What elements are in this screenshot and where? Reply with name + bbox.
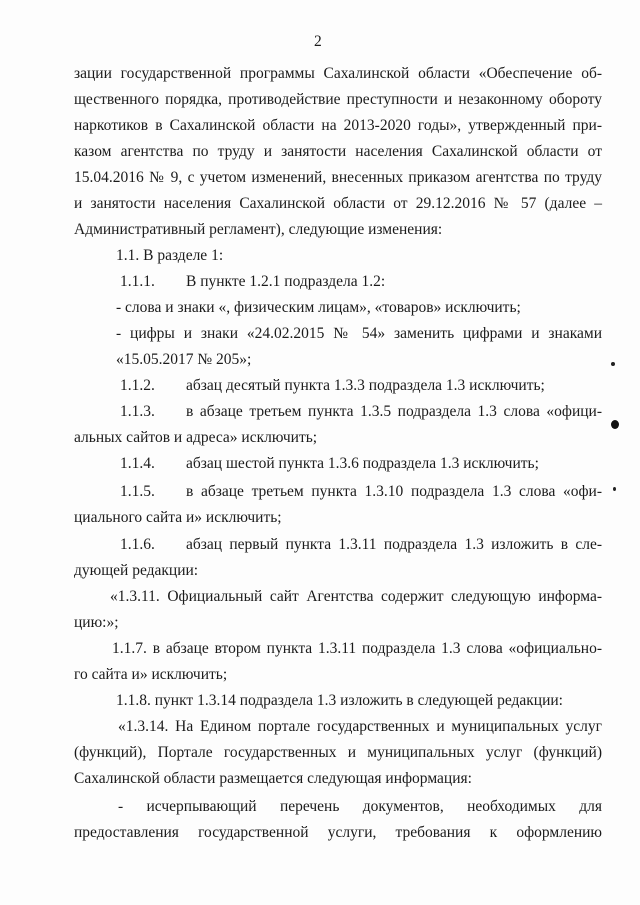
paragraph-line: 15.04.2016 № 9, с учетом изменений, внесенных приказом агентства по труду [74, 169, 602, 186]
scan-speck [611, 420, 619, 429]
scan-speck [611, 362, 615, 366]
dash-item-continuation: «15.05.2017 № 205»; [116, 351, 252, 368]
dash-item: - слова и знаки «, физическим лицам», «товаров» исключить; [116, 299, 521, 316]
paragraph-line: Административный регламент), следующие изменения: [74, 221, 443, 238]
item-text: В пункте 1.2.1 подраздела 1.2: [186, 273, 386, 290]
item-text-continuation: циального сайта и» исключить; [74, 509, 282, 526]
section-heading: 1.1. В разделе 1: [116, 247, 224, 264]
dash-item: - цифры и знаки «24.02.2015 № 54» заменить цифрами и знаками [116, 325, 602, 342]
item-number: 1.1.3. [120, 403, 155, 420]
item-text: абзац шестой пункта 1.3.6 подраздела 1.3 исключить; [186, 455, 539, 472]
paragraph-line: наркотиков в Сахалинской области на 2013-2020 годы», утвержденный при- [74, 117, 602, 134]
item-text: в абзаце третьем пункта 1.3.10 подраздела 1.3 слова «офи- [186, 483, 602, 500]
item-text: абзац первый пункта 1.3.11 подраздела 1.3 изложить в сле- [186, 536, 602, 553]
item-number: 1.1.2. [120, 377, 155, 394]
dash-item-continuation: предоставления государственной услуги, требования к оформлению [74, 824, 602, 841]
quoted-text: «1.3.14. На Едином портале государственных и муниципальных услуг [118, 718, 602, 735]
quoted-text-continuation: цию:»; [74, 614, 119, 631]
paragraph-line: щественного порядка, противодействие преступности и незаконному обороту [74, 91, 602, 108]
quoted-text: (функций), Портале государственных и муниципальных услуг (функций) [74, 744, 602, 761]
quoted-text: Сахалинской области размещается следующая информация: [74, 770, 472, 787]
quoted-text: «1.3.11. Официальный сайт Агентства содержит следующую информа- [110, 588, 602, 605]
item-text-continuation: дующей редакции: [74, 562, 199, 579]
paragraph-line: и занятости населения Сахалинской области от 29.12.2016 № 57 (далее – [74, 195, 602, 212]
item-text-continuation: альных сайтов и адреса» исключить; [74, 429, 318, 446]
paragraph-line: зации государственной программы Сахалинской области «Обеспечение об- [74, 65, 602, 82]
item-number: 1.1.4. [120, 455, 155, 472]
item-text: абзац десятый пункта 1.3.3 подраздела 1.3 исключить; [186, 377, 545, 394]
item-text: 1.1.8. пункт 1.3.14 подраздела 1.3 изложить в следующей редакции: [116, 692, 563, 709]
page-number: 2 [314, 33, 322, 50]
item-number: 1.1.1. [120, 273, 155, 290]
dash-item: - исчерпывающий перечень документов, необходимых для [118, 798, 602, 815]
item-number: 1.1.6. [120, 536, 155, 553]
item-text-continuation: го сайта и» исключить; [74, 666, 228, 683]
scan-speck [613, 487, 616, 491]
item-text: в абзаце третьем пункта 1.3.5 подраздела 1.3 слова «офици- [186, 403, 602, 420]
item-number: 1.1.5. [120, 483, 155, 500]
item-text: 1.1.7. в абзаце втором пункта 1.3.11 подраздела 1.3 слова «официально- [112, 640, 602, 657]
paragraph-line: казом агентства по труду и занятости населения Сахалинской области от [74, 143, 602, 160]
